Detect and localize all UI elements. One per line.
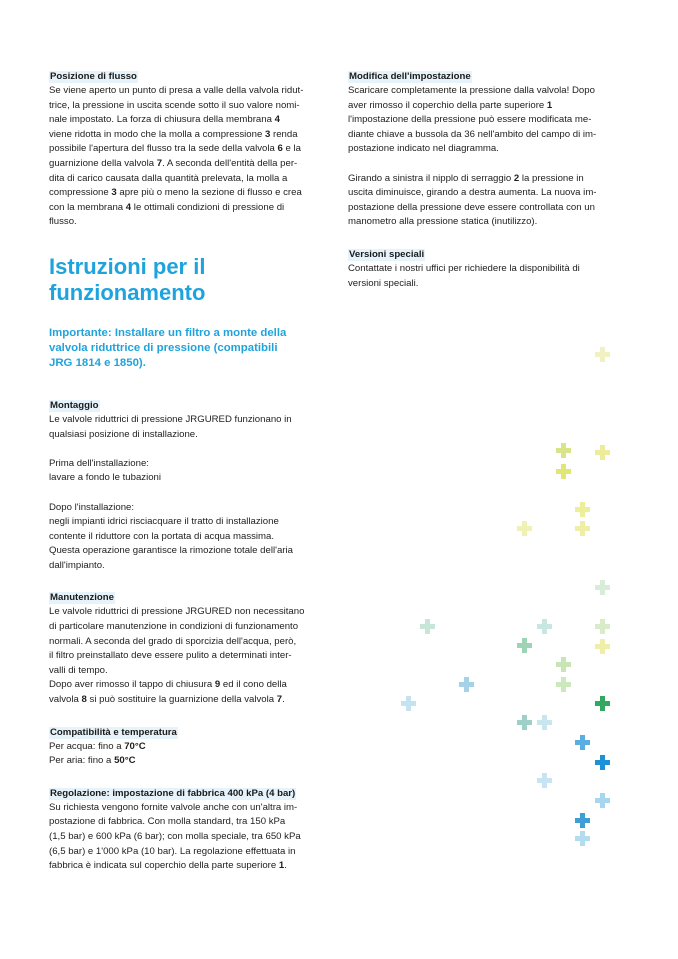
text-line: flusso.: [49, 216, 77, 228]
plus-icon: [537, 715, 552, 730]
text-line: Su richiesta vengono fornite valvole anche con un'altra im-: [49, 801, 298, 813]
section-regolazione: [49, 783, 315, 874]
text-line: lavare a fondo le tubazioni: [49, 472, 162, 484]
text-line: guarnizione della valvola 7. A seconda dell'entità della per-: [49, 157, 298, 169]
text-line: diante chiave a bussola da 36 nell'ambito del campo di im-: [348, 128, 597, 140]
plus-icon: [595, 755, 610, 770]
section-body: [348, 84, 614, 230]
text-line: nale impostato. La forza di chiusura della membrana 4: [49, 114, 280, 126]
important-line: JRG 1814 e 1850).: [49, 356, 146, 369]
text-line: con la membrana 4 le ottimali condizioni di pressione di: [49, 201, 285, 213]
plus-icon: [595, 580, 610, 595]
plus-icon: [556, 464, 571, 479]
text-line: manometro alla pressione statica (inutilizzo).: [348, 216, 538, 228]
text-line: aver rimosso il coperchio della parte superiore 1: [348, 99, 553, 111]
plus-icon: [556, 677, 571, 692]
section-body: [348, 262, 614, 291]
page-title: [49, 254, 315, 306]
text-line: l'impostazione della pressione può essere modificata me-: [348, 114, 592, 126]
plus-icon: [537, 619, 552, 634]
text-line: Scaricare completamente la pressione dalla valvola! Dopo: [348, 85, 595, 96]
plus-icon: [517, 521, 532, 536]
section-montaggio: [49, 395, 315, 574]
text-line: uscita diminuisce, girando a destra aumenta. La nuova im-: [348, 187, 597, 199]
text-line: postazione di fabbrica. Con molla standard, tra 150 kPa: [49, 816, 286, 828]
plus-icon: [575, 502, 590, 517]
plus-icon: [595, 639, 610, 654]
text-line: postazione indicato nel diagramma.: [348, 143, 499, 155]
section-compatibilita: [49, 722, 315, 769]
plus-icon: [595, 696, 610, 711]
text-line: Questa operazione garantisce la rimozione totale dell'aria: [49, 545, 293, 557]
text-line: Contattate i nostri uffici per richiedere la disponibilità di: [348, 262, 580, 274]
text-line: viene ridotta in modo che la molla a compressione 3 renda: [49, 128, 298, 140]
text-line: fabbrica è indicata sul coperchio della parte superiore 1.: [49, 860, 287, 872]
section-body: [49, 740, 315, 769]
section-heading: Modifica dell'impostazione: [349, 71, 471, 82]
text-line: dita di carico causata dalla quantità prelevata, la molla a: [49, 172, 288, 184]
important-line: valvola riduttrice di pressione (compatibili: [49, 341, 278, 354]
text-line: Dopo aver rimosso il tappo di chiusura 9 ed il cono della: [49, 679, 287, 691]
plus-icon: [517, 638, 532, 653]
plus-icon: [401, 696, 416, 711]
text-line: dall'impianto.: [49, 559, 105, 571]
text-line: (6,5 bar) e 1'000 kPa (10 bar). La regolazione effettuata in: [49, 845, 296, 857]
text-line: Per aria: fino a 50°C: [49, 755, 136, 767]
text-line: contente il riduttore con la portata di acqua massima.: [49, 530, 275, 542]
text-line: Prima dell'installazione:: [49, 457, 149, 469]
section-heading: Manutenzione: [50, 592, 114, 604]
section-body: [49, 801, 315, 874]
plus-icon: [595, 347, 610, 362]
text-line: Se viene aperto un punto di presa a valle della valvola ridut-: [49, 85, 304, 96]
section-heading: Versioni speciali: [349, 248, 425, 260]
section-heading: Compatibilità e temperatura: [50, 726, 177, 738]
section-heading: Regolazione: impostazione di fabbrica 400 kPa (4 bar): [50, 787, 296, 799]
important-line: Importante: Installare un filtro a monte della: [49, 326, 287, 339]
plus-icon: [595, 619, 610, 634]
plus-icon: [575, 831, 590, 846]
title-line: funzionamento: [49, 279, 206, 305]
text-line: trice, la pressione in uscita scende sotto il suo valore nomi-: [49, 99, 300, 111]
text-line: negli impianti idrici risciacquare il tratto di installazione: [49, 516, 279, 528]
plus-icon: [556, 443, 571, 458]
plus-icon: [575, 735, 590, 750]
text-line: qualsiasi posizione di installazione.: [49, 428, 198, 440]
text-line: normali. A seconda del grado di sporcizia dell'acqua, però,: [49, 635, 297, 647]
plus-icon: [556, 657, 571, 672]
section-body: [49, 84, 315, 230]
title-line: Istruzioni per il: [49, 253, 206, 279]
text-line: Girando a sinistra il nipplo di serraggio 2 la pressione in: [348, 172, 584, 184]
plus-icon: [459, 677, 474, 692]
section-manutenzione: [49, 587, 315, 707]
text-line: (1,5 bar) e 600 kPa (6 bar); con molla speciale, tra 650 kPa: [49, 831, 301, 842]
text-line: Per acqua: fino a 70°C: [49, 740, 146, 752]
text-line: possibile l'apertura del flusso tra la sede della valvola 6 e la: [49, 143, 301, 155]
plus-icon: [595, 793, 610, 808]
section-versioni: [348, 244, 614, 291]
text-line: compressione 3 apre più o meno la sezione di flusso e crea: [49, 187, 302, 199]
section-modifica: [348, 66, 614, 230]
section-body: [49, 413, 315, 574]
text-line: Le valvole riduttrici di pressione JRGURED non necessitano: [49, 606, 305, 618]
text-line: Dopo l'installazione:: [49, 501, 135, 513]
text-line: il filtro preinstallato deve essere pulito a determinati inter-: [49, 650, 292, 662]
text-line: Le valvole riduttrici di pressione JRGURED funzionano in: [49, 413, 292, 425]
text-line: di particolare manutenzione in condizioni di funzionamento: [49, 621, 299, 633]
section-posizione: [49, 66, 315, 230]
right-column: [348, 66, 614, 305]
text-line: postazione della pressione deve essere controllata con un: [348, 201, 595, 213]
plus-icon: [575, 813, 590, 828]
text-line: valvola 8 si può sostituire la guarnizione della valvola 7.: [49, 694, 285, 706]
plus-icon: [537, 773, 552, 788]
plus-icon: [575, 521, 590, 536]
left-column: [49, 66, 315, 888]
important-note: [49, 326, 315, 371]
section-body: [49, 605, 315, 707]
text-line: valli di tempo.: [49, 664, 108, 676]
plus-icon: [420, 619, 435, 634]
plus-icon: [595, 445, 610, 460]
plus-icon: [517, 715, 532, 730]
section-heading: Posizione di flusso: [50, 71, 137, 82]
section-heading: Montaggio: [50, 399, 99, 411]
text-line: versioni speciali.: [348, 277, 419, 289]
